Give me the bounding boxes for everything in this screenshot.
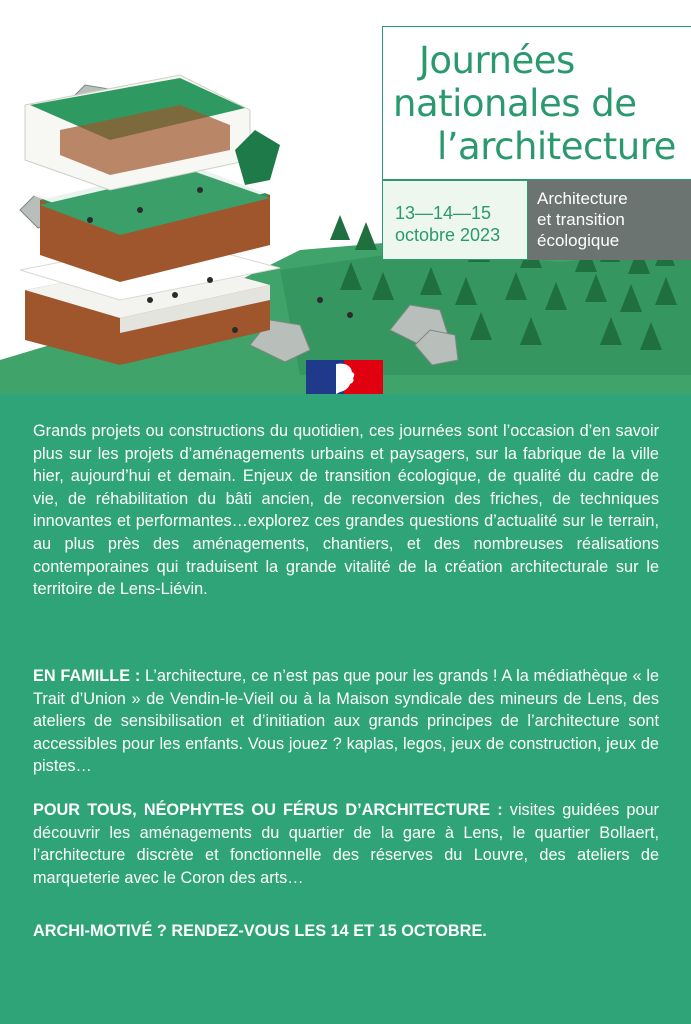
event-dates — [382, 180, 528, 260]
theme-line-1: Architecture — [537, 189, 628, 208]
all-audiences-lead: POUR TOUS, NÉOPHYTES OU FÉRUS D’ARCHITECTURE : — [33, 801, 503, 819]
dates-line-2: octobre 2023 — [395, 225, 501, 245]
title-line-2: nationales de — [393, 82, 637, 125]
all-audiences-text: visites guidées pour découvrir les aménagements du quartier de la gare à Lens, le quartier Bollaert, l’architecture discrète et fonctionnelle des réserves du Louvre, des ateliers de marqueterie avec le Coron des arts… — [33, 801, 659, 887]
intro-paragraph: Grands projets ou constructions du quotidien, ces journées sont l’occasion d’en savoir plus sur les projets d’aménagements urbains et paysagers, sur la fabrique de la ville hier, aujourd’hui et demain. Enjeux de transition écologique, de qualité du cadre de vie, de réhabilitation du bâti ancien, de reconversion des friches, de techniques innovantes et performantes…explorez ces grandes questions d’actualité sur le terrain, au plus près des aménagements, chantiers, et des nombreuses réalisations contemporaines qui traduisent la grande vitalité de la création architecturale sur le territoire de Lens-Liévin. — [33, 422, 659, 599]
theme-line-2: et transition — [537, 210, 625, 229]
title-line-1: Journées — [419, 39, 575, 82]
republique-francaise-logo — [306, 360, 383, 394]
event-theme — [528, 180, 691, 260]
family-text: L’architecture, ce n’est pas que pour les grands ! A la médiathèque « le Trait d’Union » de Vendin-le-Vieil ou à la Maison syndicale des mineurs de Lens, des ateliers de sensibilisation et d’initiation aux grands principes de l’architecture sont accessibles pour les enfants. Vous jouez ? kaplas, legos, jeux de construction, jeux de pistes… — [33, 667, 659, 776]
title-line-3: l’architecture — [437, 125, 676, 168]
closing-call: ARCHI-MOTIVÉ ? RENDEZ-VOUS LES 14 ET 15 OCTOBRE. — [33, 922, 487, 940]
dates-line-1: 13—14—15 — [395, 203, 492, 223]
family-paragraph — [33, 665, 659, 778]
theme-line-3: écologique — [537, 231, 620, 250]
event-title-box — [382, 26, 691, 180]
description-section — [0, 394, 691, 1024]
all-audiences-paragraph — [33, 799, 659, 889]
poster-header — [0, 0, 691, 394]
family-lead: EN FAMILLE : — [33, 667, 141, 685]
